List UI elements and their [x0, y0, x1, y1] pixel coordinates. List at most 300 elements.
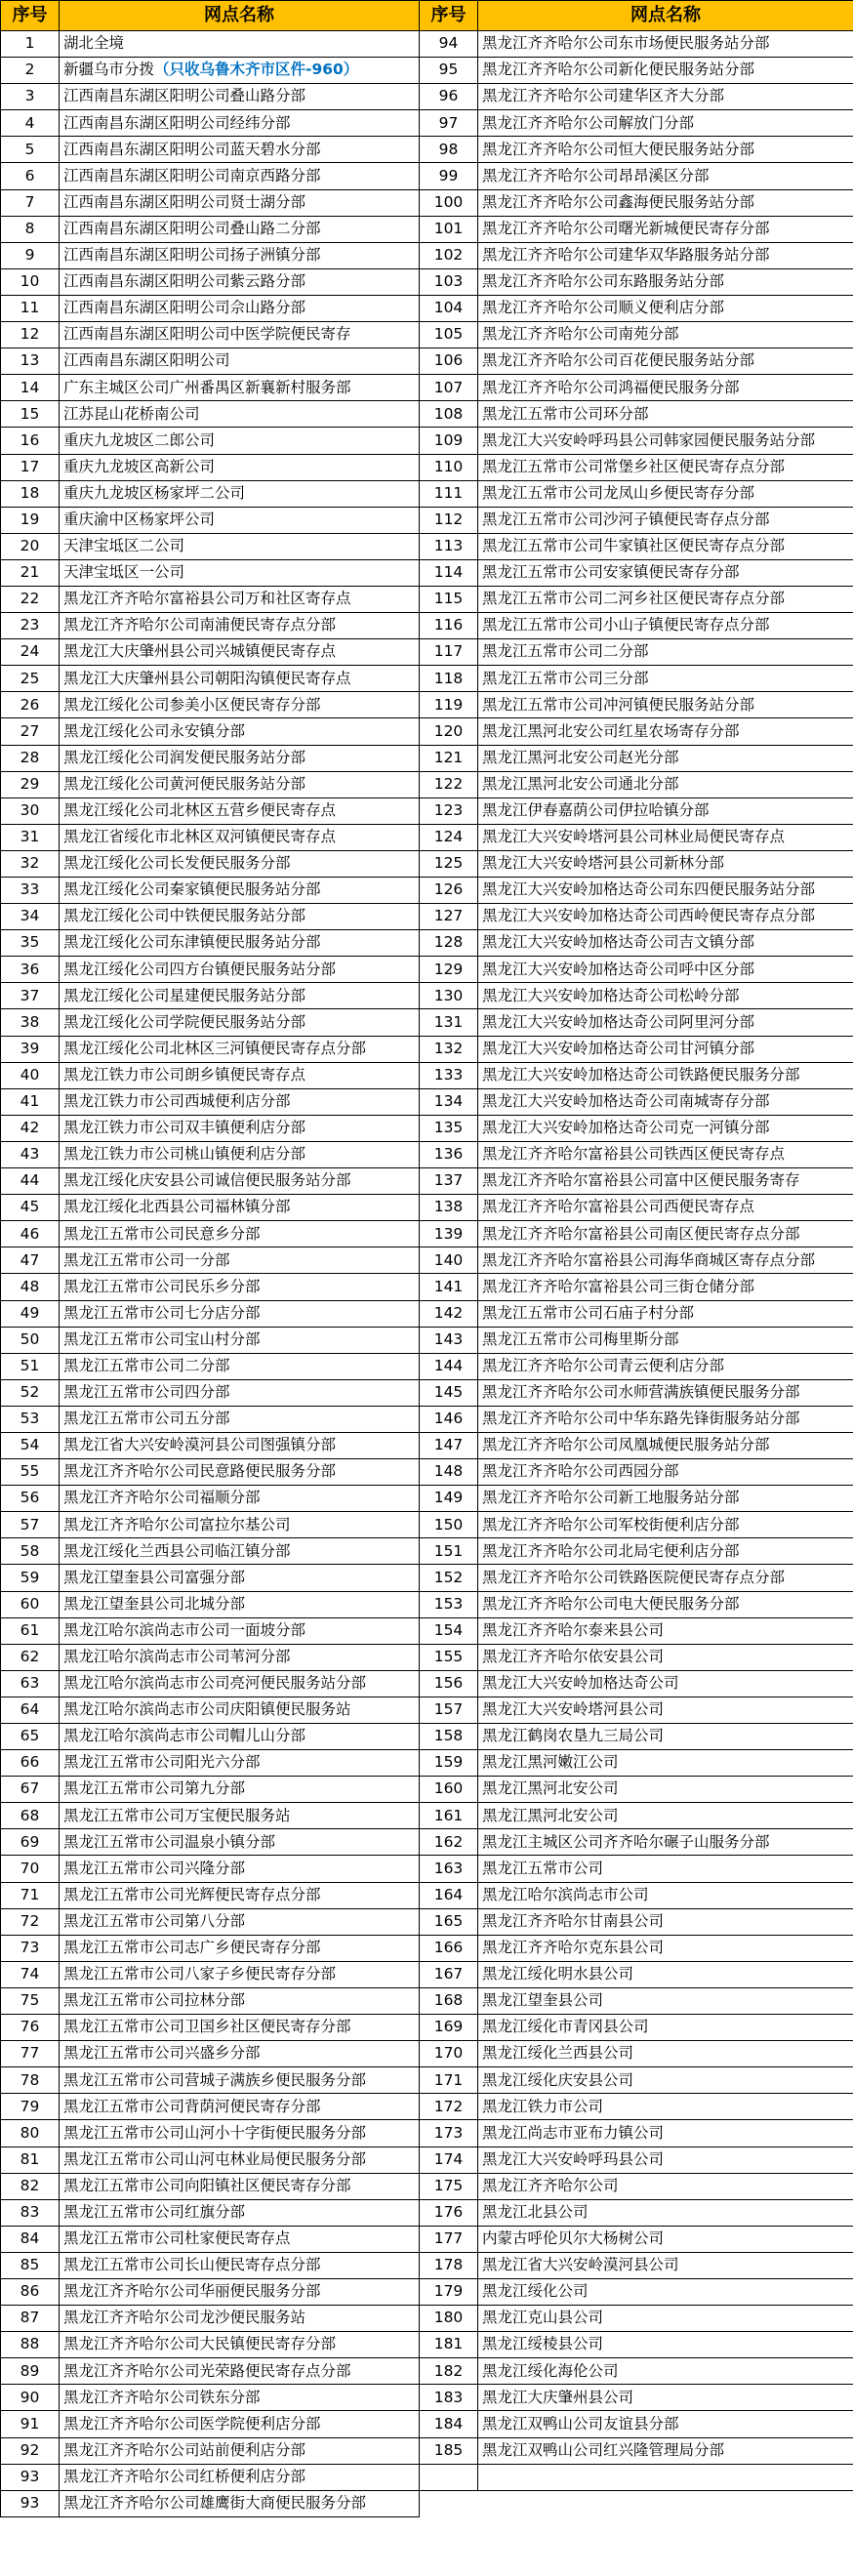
row-name: 黑龙江五常市公司营城子满族乡便民服务分部: [60, 2067, 420, 2094]
row-name: 黑龙江大兴安岭加格达奇公司东四便民服务站分部: [478, 878, 853, 904]
row-index: 29: [1, 771, 60, 797]
row-name: 黑龙江黑河北安公司: [478, 1777, 853, 1803]
table-row: [1, 745, 853, 771]
row-name: 黑龙江五常市公司二河乡社区便民寄存点分部: [478, 586, 853, 612]
row-name: 黑龙江绥化公司北林区三河镇便民寄存点分部: [60, 1036, 420, 1062]
row-index: 171: [420, 2067, 478, 2094]
row-index: 37: [1, 983, 60, 1009]
row-index: 33: [1, 878, 60, 904]
row-name: 黑龙江五常市公司民意乡分部: [60, 1221, 420, 1247]
row-name: 黑龙江五常市公司三分部: [478, 666, 853, 692]
row-index: 18: [1, 480, 60, 507]
table-row: [1, 1935, 853, 1961]
row-index: 23: [1, 613, 60, 639]
table-row: [1, 878, 853, 904]
row-name: 黑龙江齐齐哈尔公司军校街便利店分部: [478, 1512, 853, 1538]
table-row: [1, 824, 853, 850]
table-row: [1, 2199, 853, 2226]
header-name-right: 网点名称: [478, 1, 853, 31]
row-index: 101: [420, 216, 478, 242]
table-row: [1, 2067, 853, 2094]
row-index: 157: [420, 1697, 478, 1723]
table-row: [1, 1486, 853, 1512]
row-name: 黑龙江五常市公司龙凤山乡便民寄存分部: [478, 480, 853, 507]
row-name: 黑龙江齐齐哈尔公司新化便民服务站分部: [478, 58, 853, 84]
row-name: 黑龙江大兴安岭呼玛县公司韩家园便民服务站分部: [478, 428, 853, 454]
table-row: [1, 401, 853, 428]
row-name: 黑龙江望奎县公司: [478, 1987, 853, 2014]
row-name: 黑龙江齐齐哈尔公司百花便民服务站分部: [478, 348, 853, 375]
row-index: 8: [1, 216, 60, 242]
table-row: [1, 1088, 853, 1115]
row-index: 40: [1, 1062, 60, 1088]
row-name: 重庆渝中区杨家坪公司: [60, 507, 420, 533]
row-name: 江西南昌东湖区阳明公司经纬分部: [60, 110, 420, 137]
row-name: 黑龙江五常市公司第八分部: [60, 1908, 420, 1935]
row-index: 126: [420, 878, 478, 904]
row-index: 160: [420, 1777, 478, 1803]
row-name: 黑龙江齐齐哈尔公司顺义便利店分部: [478, 295, 853, 321]
row-name: 黑龙江绥化北西县公司福林镇分部: [60, 1195, 420, 1221]
header-name-left: 网点名称: [60, 1, 420, 31]
row-index: 52: [1, 1379, 60, 1406]
row-name: 黑龙江齐齐哈尔克东县公司: [478, 1935, 853, 1961]
row-index: 60: [1, 1591, 60, 1617]
row-index: 173: [420, 2120, 478, 2147]
row-index: 115: [420, 586, 478, 612]
table-row: [1, 850, 853, 877]
row-index: 152: [420, 1565, 478, 1591]
row-name: 江西南昌东湖区阳明公司佘山路分部: [60, 295, 420, 321]
row-index: 11: [1, 295, 60, 321]
row-name: 重庆九龙坡区高新公司: [60, 454, 420, 480]
table-row: [1, 1670, 853, 1697]
row-index: 22: [1, 586, 60, 612]
table-row: [1, 613, 853, 639]
row-index: 132: [420, 1036, 478, 1062]
row-name: 黑龙江克山县公司: [478, 2306, 853, 2332]
table-row: [1, 216, 853, 242]
row-name: 黑龙江五常市公司拉林分部: [60, 1987, 420, 2014]
row-index: 72: [1, 1908, 60, 1935]
row-name: 黑龙江哈尔滨尚志市公司: [478, 1882, 853, 1908]
row-name: 黑龙江大兴安岭加格达奇公司西岭便民寄存点分部: [478, 904, 853, 930]
table-row: [1, 1432, 853, 1458]
row-name: 黑龙江伊春嘉荫公司伊拉哈镇分部: [478, 797, 853, 824]
row-index: 75: [1, 1987, 60, 2014]
row-name: 黑龙江大兴安岭加格达奇公司吉文镇分部: [478, 930, 853, 957]
table-row: [1, 1882, 853, 1908]
row-name: 黑龙江齐齐哈尔公司青云便利店分部: [478, 1353, 853, 1379]
row-name: 黑龙江齐齐哈尔公司鸿福便民服务分部: [478, 375, 853, 401]
row-index: 163: [420, 1856, 478, 1882]
row-name: 黑龙江五常市公司安家镇便民寄存分部: [478, 559, 853, 586]
table-row: [1, 1961, 853, 1987]
row-index: 89: [1, 2358, 60, 2385]
row-index: 182: [420, 2358, 478, 2385]
header-row: [1, 1, 853, 31]
row-index: 14: [1, 375, 60, 401]
row-name: 黑龙江绥化公司长发便民服务分部: [60, 850, 420, 877]
row-index: 174: [420, 2147, 478, 2173]
row-index: 31: [1, 824, 60, 850]
table-row: [1, 1803, 853, 1829]
row-name: 黑龙江五常市公司八家子乡便民寄存分部: [60, 1961, 420, 1987]
table-row: [1, 2173, 853, 2199]
row-index: 102: [420, 242, 478, 268]
row-index: 90: [1, 2385, 60, 2411]
row-name: 黑龙江省绥化市北林区双河镇便民寄存点: [60, 824, 420, 850]
table-row: [1, 480, 853, 507]
row-index: 64: [1, 1697, 60, 1723]
table-row: [1, 2437, 853, 2464]
row-index: 21: [1, 559, 60, 586]
row-name: 黑龙江黑河嫩江公司: [478, 1750, 853, 1777]
row-index: 36: [1, 957, 60, 983]
row-index: 172: [420, 2094, 478, 2120]
row-index: 123: [420, 797, 478, 824]
table-row: [1, 797, 853, 824]
row-index: 150: [420, 1512, 478, 1538]
row-index: 50: [1, 1327, 60, 1353]
row-name: 黑龙江齐齐哈尔公司红桥便利店分部: [60, 2464, 420, 2490]
row-name: 黑龙江绥化庆安县公司诚信便民服务站分部: [60, 1168, 420, 1195]
row-name: 黑龙江大兴安岭塔河县公司林业局便民寄存点: [478, 824, 853, 850]
row-index: 38: [1, 1009, 60, 1036]
row-name: 黑龙江绥化兰西县公司临江镇分部: [60, 1538, 420, 1565]
row-index: 12: [1, 322, 60, 348]
row-index: 27: [1, 718, 60, 745]
table-row: [1, 1644, 853, 1670]
table-row: [1, 1353, 853, 1379]
row-name: 黑龙江五常市公司第九分部: [60, 1777, 420, 1803]
row-index: 135: [420, 1115, 478, 1141]
row-name: 黑龙江双鸭山公司红兴隆管理局分部: [478, 2437, 853, 2464]
row-name: 黑龙江省大兴安岭漠河县公司图强镇分部: [60, 1432, 420, 1458]
row-index: 133: [420, 1062, 478, 1088]
row-name: 黑龙江大庆肇州县公司: [478, 2385, 853, 2411]
table-row: [1, 1195, 853, 1221]
row-name: 黑龙江齐齐哈尔公司建华双华路服务站分部: [478, 242, 853, 268]
row-name: 黑龙江铁力市公司: [478, 2094, 853, 2120]
row-index: 142: [420, 1300, 478, 1327]
row-index: 147: [420, 1432, 478, 1458]
row-name: 湖北全境: [60, 31, 420, 58]
row-index: 138: [420, 1195, 478, 1221]
table-row: [1, 31, 853, 58]
row-name: 黑龙江齐齐哈尔公司电大便民服务分部: [478, 1591, 853, 1617]
table-row: [1, 1565, 853, 1591]
row-name: 黑龙江大兴安岭加格达奇公司南城寄存分部: [478, 1088, 853, 1115]
table-row: [1, 189, 853, 216]
row-name: 黑龙江齐齐哈尔甘南县公司: [478, 1908, 853, 1935]
row-index: 30: [1, 797, 60, 824]
row-name: 江西南昌东湖区阳明公司叠山路分部: [60, 84, 420, 110]
row-index: 4: [1, 110, 60, 137]
row-index: 83: [1, 2199, 60, 2226]
row-index: 104: [420, 295, 478, 321]
row-index: 184: [420, 2411, 478, 2437]
table-row: [1, 2015, 853, 2041]
row-name: 黑龙江齐齐哈尔公司龙沙便民服务站: [60, 2306, 420, 2332]
row-name: 黑龙江齐齐哈尔公司民意路便民服务分部: [60, 1459, 420, 1486]
row-index: 118: [420, 666, 478, 692]
table-row: [1, 983, 853, 1009]
row-name: 黑龙江大庆肇州县公司兴城镇便民寄存点: [60, 639, 420, 666]
row-name: 黑龙江齐齐哈尔公司解放门分部: [478, 110, 853, 137]
row-name: 江西南昌东湖区阳明公司贤士湖分部: [60, 189, 420, 216]
table-row: [1, 2385, 853, 2411]
row-name: 黑龙江大兴安岭塔河县公司: [478, 1697, 853, 1723]
row-name: 黑龙江黑河北安公司红星农场寄存分部: [478, 718, 853, 745]
row-name: 黑龙江齐齐哈尔公司医学院便利店分部: [60, 2411, 420, 2437]
row-index: 92: [1, 2437, 60, 2464]
row-index: 96: [420, 84, 478, 110]
table-row: [1, 639, 853, 666]
table-row: [1, 1168, 853, 1195]
row-name: 黑龙江齐齐哈尔公司东市场便民服务站分部: [478, 31, 853, 58]
table-row: [1, 1247, 853, 1274]
row-index: 51: [1, 1353, 60, 1379]
row-index: 81: [1, 2147, 60, 2173]
row-name: 黑龙江省大兴安岭漠河县公司: [478, 2252, 853, 2278]
row-name: 黑龙江齐齐哈尔公司水师营满族镇便民服务分部: [478, 1379, 853, 1406]
row-name: 江西南昌东湖区阳明公司紫云路分部: [60, 268, 420, 295]
table-row: [1, 2120, 853, 2147]
row-name: 天津宝坻区二公司: [60, 533, 420, 559]
row-index: [420, 2464, 478, 2490]
row-name: 黑龙江绥化公司东津镇便民服务站分部: [60, 930, 420, 957]
row-index: 141: [420, 1274, 478, 1300]
row-name: 黑龙江五常市公司光辉便民寄存点分部: [60, 1882, 420, 1908]
row-index: 158: [420, 1724, 478, 1750]
row-name: 江西南昌东湖区阳明公司蓝天碧水分部: [60, 137, 420, 163]
row-index: 134: [420, 1088, 478, 1115]
row-index: 55: [1, 1459, 60, 1486]
row-index: 125: [420, 850, 478, 877]
row-name: 黑龙江绥化公司秦家镇便民服务站分部: [60, 878, 420, 904]
table-row: [1, 1829, 853, 1856]
row-name: 黑龙江齐齐哈尔公司凤凰城便民服务站分部: [478, 1432, 853, 1458]
row-name: 黑龙江齐齐哈尔公司中华东路先锋街服务站分部: [478, 1406, 853, 1432]
row-index: 100: [420, 189, 478, 216]
row-index: 140: [420, 1247, 478, 1274]
table-row: [1, 1617, 853, 1644]
row-name: 黑龙江绥化庆安县公司: [478, 2067, 853, 2094]
row-index: 80: [1, 2120, 60, 2147]
row-name: 黑龙江大兴安岭加格达奇公司铁路便民服务分部: [478, 1062, 853, 1088]
row-name: 黑龙江哈尔滨尚志市公司亮河便民服务站分部: [60, 1670, 420, 1697]
row-index: 25: [1, 666, 60, 692]
row-index: 178: [420, 2252, 478, 2278]
row-name: 黑龙江五常市公司牛家镇社区便民寄存点分部: [478, 533, 853, 559]
row-name: 黑龙江铁力市公司双丰镇便利店分部: [60, 1115, 420, 1141]
row-name: 黑龙江齐齐哈尔富裕县公司富中区便民服务寄存: [478, 1168, 853, 1195]
table-row: [1, 1512, 853, 1538]
row-index: 119: [420, 692, 478, 718]
table-row: [1, 2147, 853, 2173]
row-index: 47: [1, 1247, 60, 1274]
table-row: [1, 1379, 853, 1406]
row-index: 169: [420, 2015, 478, 2041]
row-index: 114: [420, 559, 478, 586]
note-text: （只收乌鲁木齐市区件-960）: [154, 61, 359, 79]
row-name: 黑龙江齐齐哈尔富裕县公司铁西区便民寄存点: [478, 1141, 853, 1167]
row-name: [478, 2464, 853, 2490]
row-name: 黑龙江大兴安岭加格达奇公司克一河镇分部: [478, 1115, 853, 1141]
row-name: 黑龙江铁力市公司朗乡镇便民寄存点: [60, 1062, 420, 1088]
row-name: 黑龙江五常市公司兴盛乡分部: [60, 2041, 420, 2067]
row-name: 黑龙江齐齐哈尔公司恒大便民服务站分部: [478, 137, 853, 163]
row-index: 35: [1, 930, 60, 957]
row-index: 54: [1, 1432, 60, 1458]
row-name: 黑龙江五常市公司四分部: [60, 1379, 420, 1406]
row-index: 10: [1, 268, 60, 295]
row-name: 江西南昌东湖区阳明公司中医学院便民寄存: [60, 322, 420, 348]
row-name: 黑龙江五常市公司兴隆分部: [60, 1856, 420, 1882]
row-name: 黑龙江齐齐哈尔公司建华区齐大分部: [478, 84, 853, 110]
row-name: 黑龙江齐齐哈尔公司雄鹰街大商便民服务分部: [60, 2490, 420, 2516]
row-index: 151: [420, 1538, 478, 1565]
row-name: 黑龙江齐齐哈尔公司华丽便民服务分部: [60, 2278, 420, 2305]
row-index: 58: [1, 1538, 60, 1565]
row-index: 41: [1, 1088, 60, 1115]
row-index: 167: [420, 1961, 478, 1987]
row-name: 黑龙江齐齐哈尔公司昂昂溪区分部: [478, 163, 853, 189]
row-name: 黑龙江哈尔滨尚志市公司苇河分部: [60, 1644, 420, 1670]
row-name: 黑龙江哈尔滨尚志市公司帽儿山分部: [60, 1724, 420, 1750]
row-name: 黑龙江齐齐哈尔公司光荣路便民寄存点分部: [60, 2358, 420, 2385]
row-name: 黑龙江五常市公司卫国乡社区便民寄存分部: [60, 2015, 420, 2041]
table-row: [1, 1697, 853, 1723]
row-index: 76: [1, 2015, 60, 2041]
row-name: 黑龙江五常市公司山河屯林业局便民服务分部: [60, 2147, 420, 2173]
table-row: [1, 322, 853, 348]
row-name: 黑龙江齐齐哈尔富裕县公司三街仓储分部: [478, 1274, 853, 1300]
table-row: [1, 84, 853, 110]
row-index: 159: [420, 1750, 478, 1777]
row-index: 34: [1, 904, 60, 930]
row-name: 黑龙江五常市公司石庙子村分部: [478, 1300, 853, 1327]
row-index: 77: [1, 2041, 60, 2067]
row-index: 62: [1, 1644, 60, 1670]
row-index: 86: [1, 2278, 60, 2305]
table-row: [1, 268, 853, 295]
row-index: 177: [420, 2226, 478, 2252]
row-name: 黑龙江绥化公司润发便民服务站分部: [60, 745, 420, 771]
row-index: 7: [1, 189, 60, 216]
row-name: 黑龙江大庆肇州县公司朝阳沟镇便民寄存点: [60, 666, 420, 692]
row-index: 46: [1, 1221, 60, 1247]
row-name: 黑龙江五常市公司杜家便民寄存点: [60, 2226, 420, 2252]
table-row: [1, 428, 853, 454]
row-index: 19: [1, 507, 60, 533]
row-index: 183: [420, 2385, 478, 2411]
row-name: 重庆九龙坡区二郎公司: [60, 428, 420, 454]
row-name: 黑龙江五常市公司小山子镇便民寄存点分部: [478, 613, 853, 639]
row-index: 16: [1, 428, 60, 454]
row-index: 24: [1, 639, 60, 666]
row-index: 56: [1, 1486, 60, 1512]
row-index: 17: [1, 454, 60, 480]
table-row: [1, 718, 853, 745]
row-name: 黑龙江绥化海伦公司: [478, 2358, 853, 2385]
row-name: 黑龙江绥化公司: [478, 2278, 853, 2305]
row-index: 176: [420, 2199, 478, 2226]
row-index: 156: [420, 1670, 478, 1697]
row-index: 20: [1, 533, 60, 559]
row-name: 黑龙江齐齐哈尔公司南浦便民寄存点分部: [60, 613, 420, 639]
row-index: 128: [420, 930, 478, 957]
row-index: 170: [420, 2041, 478, 2067]
row-name: 黑龙江五常市公司五分部: [60, 1406, 420, 1432]
row-name: 黑龙江五常市公司沙河子镇便民寄存点分部: [478, 507, 853, 533]
table-row: [1, 1724, 853, 1750]
row-name: 黑龙江大兴安岭呼玛县公司: [478, 2147, 853, 2173]
row-name: 黑龙江铁力市公司西城便利店分部: [60, 1088, 420, 1115]
table-row: [1, 242, 853, 268]
row-index: 93: [1, 2490, 60, 2516]
table-row: [1, 2358, 853, 2385]
row-name: 黑龙江五常市公司七分店分部: [60, 1300, 420, 1327]
table-row: [1, 904, 853, 930]
table-row: [1, 666, 853, 692]
row-index: 93: [1, 2464, 60, 2490]
row-name: 黑龙江哈尔滨尚志市公司庆阳镇便民服务站: [60, 1697, 420, 1723]
row-index: 155: [420, 1644, 478, 1670]
row-index: 32: [1, 850, 60, 877]
row-index: 3: [1, 84, 60, 110]
row-name: 黑龙江五常市公司民乐乡分部: [60, 1274, 420, 1300]
row-index: 85: [1, 2252, 60, 2278]
row-name: 黑龙江齐齐哈尔公司西园分部: [478, 1459, 853, 1486]
table-row: [1, 1009, 853, 1036]
table-body: [1, 31, 853, 2517]
row-index: 105: [420, 322, 478, 348]
table-row: [1, 1856, 853, 1882]
row-index: 112: [420, 507, 478, 533]
table-row: [1, 533, 853, 559]
row-index: 116: [420, 613, 478, 639]
row-index: 180: [420, 2306, 478, 2332]
row-name: 黑龙江齐齐哈尔公司铁东分部: [60, 2385, 420, 2411]
row-index: 146: [420, 1406, 478, 1432]
row-name: 黑龙江五常市公司万宝便民服务站: [60, 1803, 420, 1829]
row-index: 127: [420, 904, 478, 930]
row-index: 39: [1, 1036, 60, 1062]
row-index: 145: [420, 1379, 478, 1406]
table-row: [1, 1406, 853, 1432]
row-index: 130: [420, 983, 478, 1009]
row-index: 78: [1, 2067, 60, 2094]
table-row: [1, 137, 853, 163]
row-index: 168: [420, 1987, 478, 2014]
row-index: 144: [420, 1353, 478, 1379]
table-row: [1, 771, 853, 797]
row-index: 71: [1, 1882, 60, 1908]
row-index: 111: [420, 480, 478, 507]
table-row: [1, 1908, 853, 1935]
row-index: 94: [420, 31, 478, 58]
row-index: 107: [420, 375, 478, 401]
row-name: 黑龙江绥化明水县公司: [478, 1961, 853, 1987]
row-name: 黑龙江大兴安岭加格达奇公司松岭分部: [478, 983, 853, 1009]
row-name: 黑龙江双鸭山公司友谊县分部: [478, 2411, 853, 2437]
row-name: 黑龙江绥化公司黄河便民服务站分部: [60, 771, 420, 797]
table-row: [1, 2252, 853, 2278]
row-index: 95: [420, 58, 478, 84]
table-row: [1, 1777, 853, 1803]
